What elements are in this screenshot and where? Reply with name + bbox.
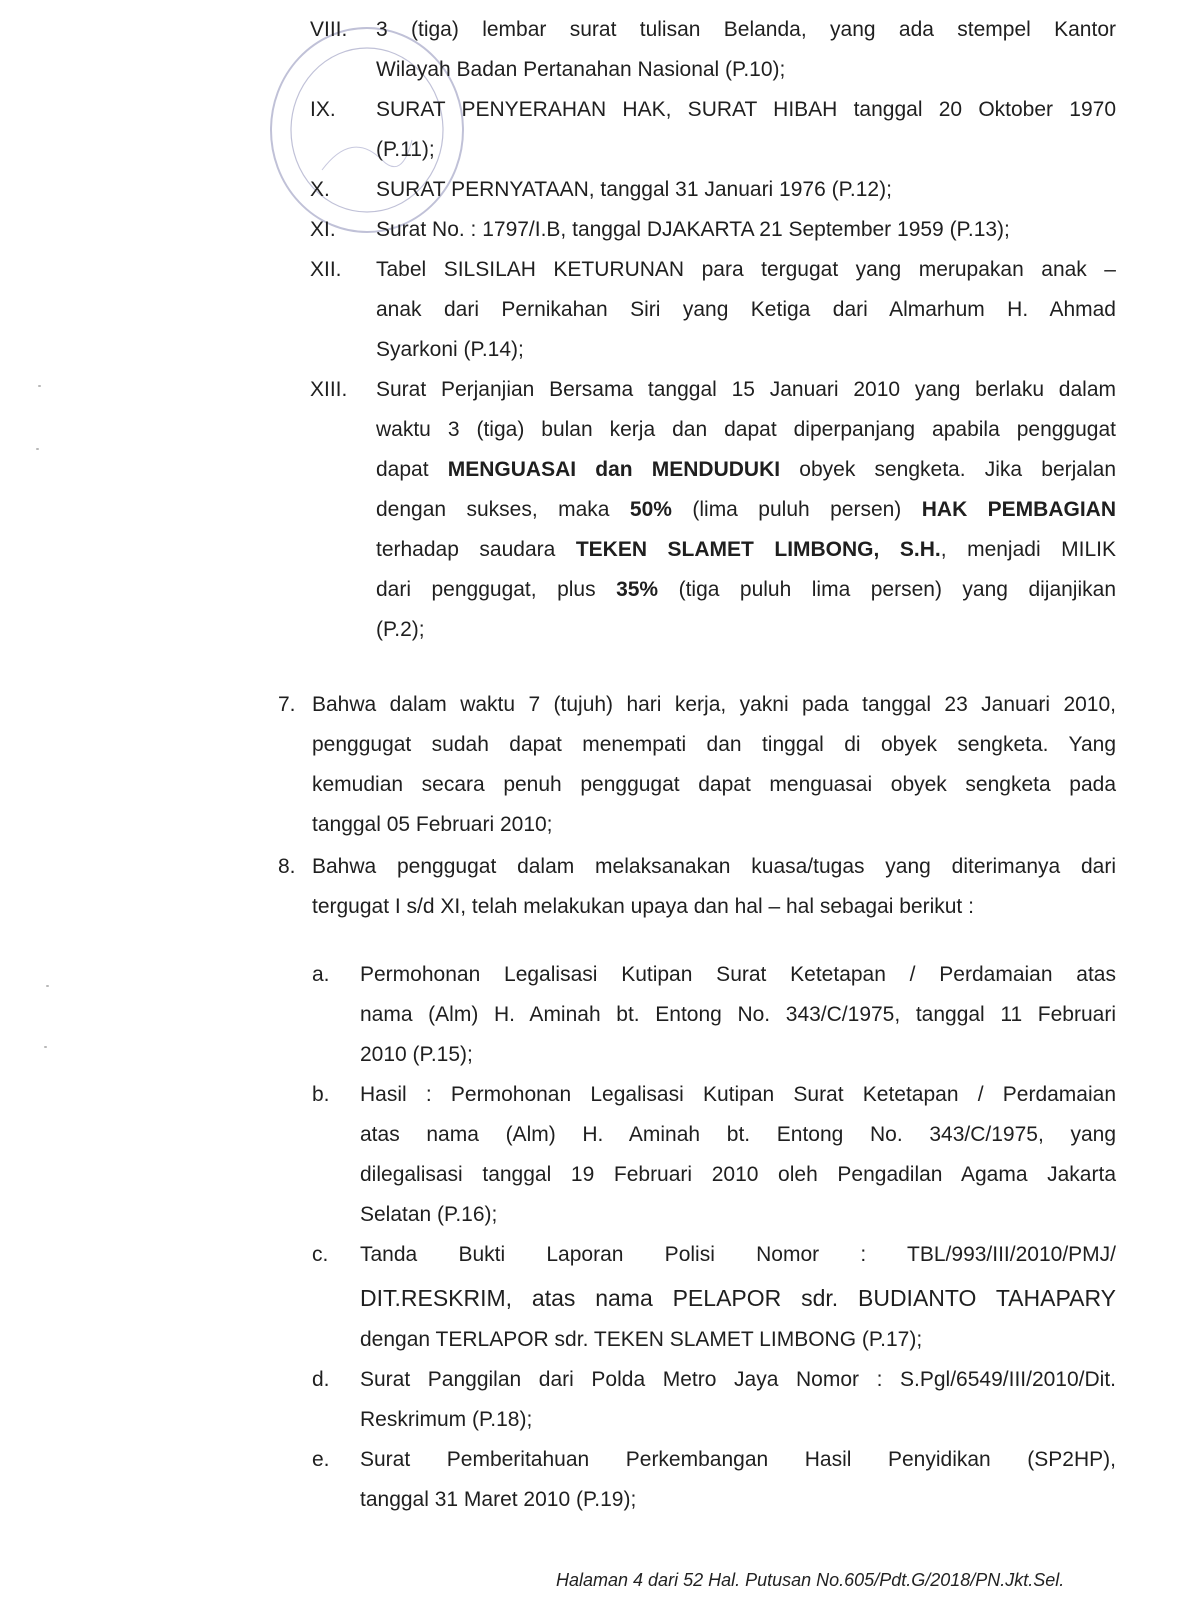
paragraph-8-line: tergugat I s/d XI, telah melakukan upaya dan hal – hal sebagai berikut : [312,895,974,918]
item-a-line: nama (Alm) H. Aminah bt. Entong No. 343/C/1975, tanggal 11 Februari [360,1003,1116,1026]
court-stamp [262,20,472,240]
item-c-line: dengan TERLAPOR sdr. TEKEN SLAMET LIMBONG (P.17); [360,1328,923,1351]
item-number-xiii: XIII. [310,378,348,401]
item-xiii-line [376,575,1116,605]
bold-run: HAK PEMBAGIAN [921,498,1116,521]
item-letter-e: e. [312,1448,330,1471]
scan-speck [36,448,39,450]
item-xii-line: anak dari Pernikahan Siri yang Ketiga dari Almarhum H. Ahmad [376,298,1116,321]
item-ix-line: SURAT PENYERAHAN HAK, SURAT HIBAH tanggal 20 Oktober 1970 [376,98,1116,121]
item-e-line: tanggal 31 Maret 2010 (P.19); [360,1488,637,1511]
item-xi-line: Surat No. : 1797/I.B, tanggal DJAKARTA 21 September 1959 (P.13); [376,218,1010,241]
item-xiii-line [376,455,1116,485]
paragraph-7-line: kemudian secara penuh penggugat dapat menguasai obyek sengketa pada [312,773,1116,796]
item-letter-b: b. [312,1083,330,1106]
item-xii-line: Syarkoni (P.14); [376,338,524,361]
paragraph-number-8: 8. [278,855,296,878]
item-number-xii: XII. [310,258,342,281]
item-b-line: dilegalisasi tanggal 19 Februari 2010 oleh Pengadilan Agama Jakarta [360,1163,1116,1186]
item-b-line: Selatan (P.16); [360,1203,498,1226]
item-e-line: Surat Pemberitahuan Perkembangan Hasil Penyidikan (SP2HP), [360,1448,1116,1471]
item-xiii-line [376,495,1116,525]
item-b-line: Hasil : Permohonan Legalisasi Kutipan Surat Ketetapan / Perdamaian [360,1083,1116,1106]
item-number-xi: XI. [310,218,336,241]
item-number-x: X. [310,178,330,201]
text-run: obyek sengketa. Jika berjalan [780,458,1116,481]
item-letter-d: d. [312,1368,330,1391]
text-run: , menjadi MILIK [940,538,1116,561]
paragraph-7-line: Bahwa dalam waktu 7 (tujuh) hari kerja, yakni pada tanggal 23 Januari 2010, [312,693,1116,716]
bold-run: 35% [616,578,659,601]
item-viii-line: 3 (tiga) lembar surat tulisan Belanda, yang ada stempel Kantor [376,18,1116,41]
item-d-line: Reskrimum (P.18); [360,1408,533,1431]
item-number-ix: IX. [310,98,336,121]
paragraph-7-line: tanggal 05 Februari 2010; [312,813,553,836]
scan-speck [46,985,49,987]
item-number-viii: VIII. [310,18,348,41]
text-run: terhadap saudara [376,538,576,561]
item-xiii-line [376,535,1116,565]
item-d-line: Surat Panggilan dari Polda Metro Jaya Nomor : S.Pgl/6549/III/2010/Dit. [360,1368,1116,1391]
bold-run: TEKEN SLAMET LIMBONG, S.H. [575,538,941,561]
paragraph-7-line: penggugat sudah dapat menempati dan tinggal di obyek sengketa. Yang [312,733,1116,756]
bold-run: MENGUASAI dan MENDUDUKI [447,458,781,481]
scan-speck [44,1046,47,1048]
item-a-line: Permohonan Legalisasi Kutipan Surat Ketetapan / Perdamaian atas [360,963,1116,986]
item-letter-a: a. [312,963,330,986]
page-footer: Halaman 4 dari 52 Hal. Putusan No.605/Pdt.G/2018/PN.Jkt.Sel. [556,1570,1065,1590]
item-xiii-line: waktu 3 (tiga) bulan kerja dan dapat diperpanjang apabila penggugat [376,418,1116,441]
item-b-line: atas nama (Alm) H. Aminah bt. Entong No. 343/C/1975, yang [360,1123,1116,1146]
item-ix-line: (P.11); [376,138,435,161]
item-x-line: SURAT PERNYATAAN, tanggal 31 Januari 1976 (P.12); [376,178,892,201]
text-run: dapat [376,458,448,481]
item-xii-line: Tabel SILSILAH KETURUNAN para tergugat yang merupakan anak – [376,258,1116,281]
item-c-line: DIT.RESKRIM, atas nama PELAPOR sdr. BUDIANTO TAHAPARY [360,1285,1116,1311]
item-c-line: Tanda Bukti Laporan Polisi Nomor : TBL/993/III/2010/PMJ/ [360,1243,1116,1266]
item-a-line: 2010 (P.15); [360,1043,473,1066]
text-run: dari penggugat, plus [376,578,617,601]
paragraph-number-7: 7. [278,693,296,716]
item-letter-c: c. [312,1243,329,1266]
paragraph-8-line: Bahwa penggugat dalam melaksanakan kuasa/tugas yang diterimanya dari [312,855,1116,878]
scan-speck [38,385,41,387]
text-run: (lima puluh persen) [671,498,922,521]
item-xiii-line: (P.2); [376,618,425,641]
item-xiii-line: Surat Perjanjian Bersama tanggal 15 Januari 2010 yang berlaku dalam [376,378,1116,401]
text-run: dengan sukses, maka [376,498,630,521]
text-run: (tiga puluh lima persen) yang dijanjikan [658,578,1116,601]
item-viii-line: Wilayah Badan Pertanahan Nasional (P.10); [376,58,786,81]
bold-run: 50% [629,498,672,521]
